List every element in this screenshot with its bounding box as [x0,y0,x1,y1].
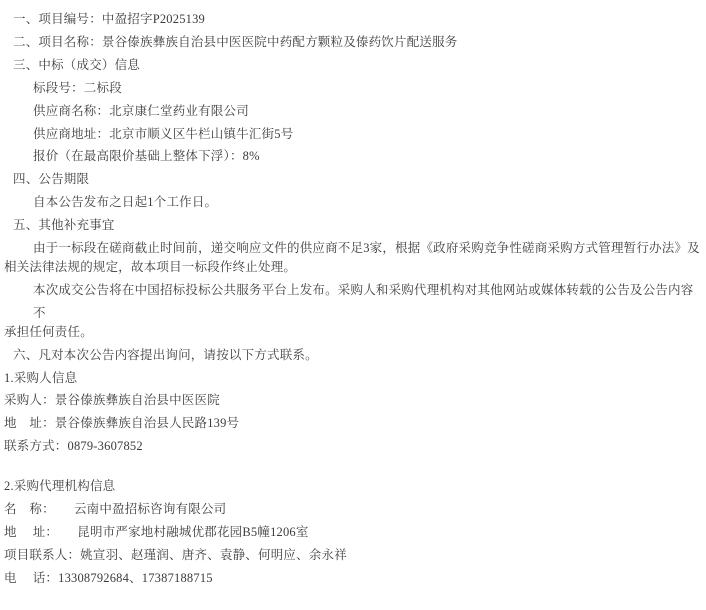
text-line: 标段号：二标段 [33,80,122,95]
text-line: 地 址： 昆明市严家地村融城优郡花园B5幢1206室 [4,524,309,539]
text-line: 报价（在最高限价基础上整体下浮）：8% [33,149,260,164]
text-line: 六、凡对本次公告内容提出询问，请按以下方式联系。 [13,347,318,362]
text-line: 三、中标（成交）信息 [13,57,141,72]
text-line: 供应商地址：北京市顺义区牛栏山镇牛汇街5号 [33,126,294,141]
text-line: 供应商名称：北京康仁堂药业有限公司 [33,103,249,118]
text-line: 联系方式：0879-3607852 [4,439,143,454]
text-line: 相关法律法规的规定，故本项目一标段作终止处理。 [4,259,297,274]
text-line: 一、项目编号：中盈招字P2025139 [13,12,206,26]
text-line: 本次成交公告将在中国招标投标公共服务平台上发布。采购人和采购代理机构对其他网站或媒体转载的公告及公告内容不 [33,282,694,320]
text-line: 地 址：景谷傣族彝族自治县人民路139号 [4,416,240,431]
text-line: 承担任何责任。 [4,324,93,339]
text-line: 2.采购代理机构信息 [4,479,116,494]
text-line: 五、其他补充事宜 [13,218,115,233]
text-line: 1.采购人信息 [4,370,78,385]
document-body [4,8,704,590]
text-line: 项目联系人：姚宣羽、赵瑾润、唐齐、袁静、何明应、余永祥 [4,547,347,562]
text-line: 名 称： 云南中盈招标咨询有限公司 [4,502,227,517]
text-line: 二、项目名称：景谷傣族彝族自治县中医医院中药配方颗粒及傣药饮片配送服务 [13,34,458,49]
text-line: 采购人：景谷傣族彝族自治县中医医院 [4,393,220,408]
text-line: 自本公告发布之日起1个工作日。 [33,195,218,210]
text-line: 四、公告期限 [13,172,90,187]
text-line: 电 话：13308792684、17387188715 [4,570,213,585]
text-line: 由于一标段在磋商截止时间前，递交响应文件的供应商不足3家，根据《政府采购竞争性磋商采购方式管理暂行办法》及 [33,241,700,256]
